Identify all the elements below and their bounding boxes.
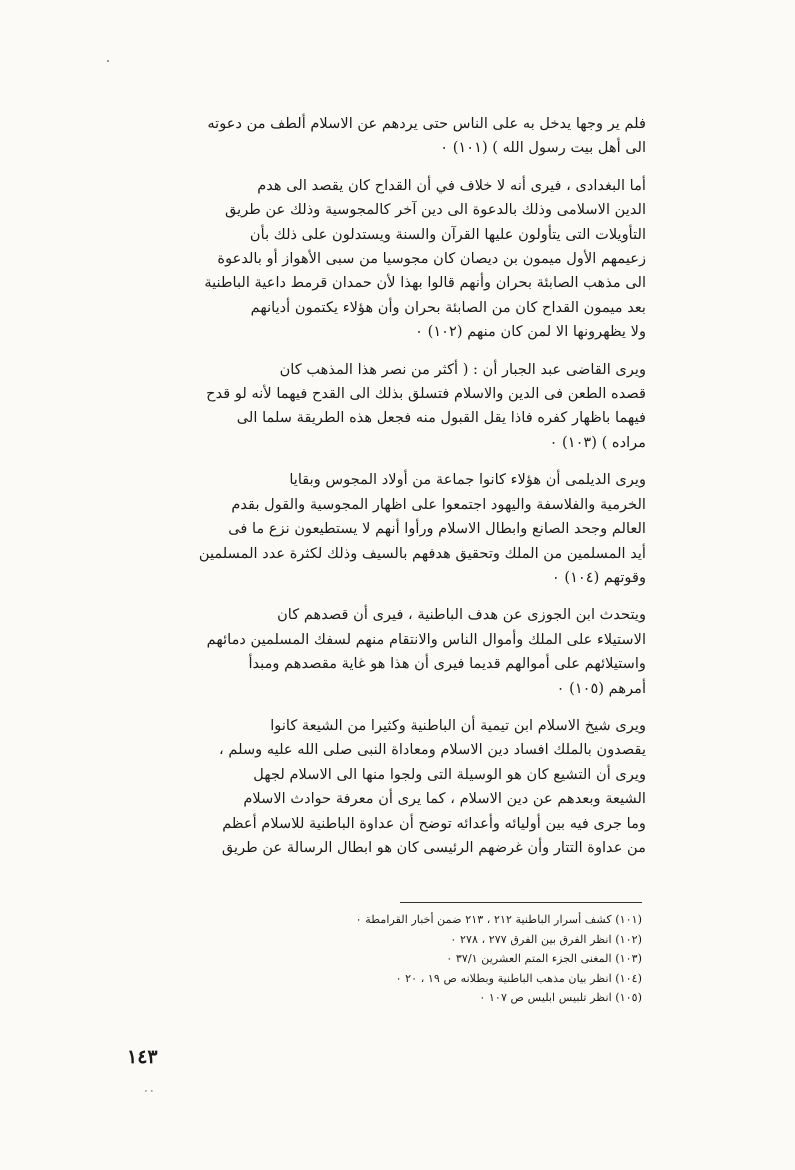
page-number: ١٤٣ <box>127 1046 158 1068</box>
text-line: أيد المسلمين من الملك وتحقيق هدفهم بالسيف وذلك لكثرة عدد المسلمين <box>198 544 646 562</box>
footnote: (١٠٤) انظر بيان مذهب الباطنية وبطلانه ص ١٩ ، ٢٠ ٠ <box>395 971 642 985</box>
paragraph-2 <box>128 174 646 345</box>
text-line: وقوتهم (١٠٤) ٠ <box>551 568 646 586</box>
footnote-separator <box>400 902 642 903</box>
text-line: واستيلائهم على أموالهم قديما فيرى أن هذا هو غاية مقصدهم ومبدأ <box>248 655 646 673</box>
text-line: بعد ميمون القداح كان من الصابئة بحران وأن هؤلاء يكتمون أديانهم <box>250 298 646 316</box>
text-line: قصده الطعن فى الدين والاسلام فتسلق بذلك الى القدح فيهما لأنه لو قدح <box>206 385 646 403</box>
footnote: (١٠٢) انظر الفرق بين الفرق ٢٧٧ ، ٢٧٨ ٠ <box>450 932 642 946</box>
text-line: ويتحدث ابن الجوزى عن هدف الباطنية ، فيرى أن قصدهم كان <box>277 606 646 624</box>
text-line: وما جرى فيه بين أوليائه وأعدائه توضح أن عداوة الباطنية للاسلام أعظم <box>222 814 646 832</box>
text-line: الى أهل بيت رسول الله ) (١٠١) ٠ <box>440 139 646 157</box>
paragraph-1 <box>128 112 646 161</box>
text-line: ويرى أن التشيع كان هو الوسيلة التى ولجوا منها الى الاسلام لجهل <box>253 765 646 783</box>
corner-mark: ٠٠ <box>143 1084 155 1097</box>
text-line: التأويلات التى يتأولون عليها القرآن والسنة ويستدلون على ذلك بأن <box>249 225 646 243</box>
paragraph-3 <box>128 358 646 456</box>
text-line: زعيمهم الأول ميمون بن ديصان كان مجوسيا من سبى الأهواز أو بالدعوة <box>217 250 646 268</box>
text-line: الى مذهب الصابئة بحران وأنهم قالوا بهذا لأن حمدان قرمط داعية الباطنية <box>204 274 646 292</box>
footnotes <box>250 910 642 1008</box>
text-line: ويرى القاضى عبد الجبار أن : ( أكثر من نصر هذا المذهب كان <box>279 360 646 378</box>
paragraph-5 <box>128 603 646 701</box>
text-line: الاستيلاء على الملك وأموال الناس والانتقام منهم لسفك المسلمين دمائهم <box>206 630 646 648</box>
text-line: العالم وجحد الصانع وابطال الاسلام ورأوا أنهم لا يستطيعون نزع ما فى <box>228 520 646 538</box>
paragraph-4 <box>128 468 646 590</box>
text-line: مراده ) (١٠٣) ٠ <box>549 433 646 451</box>
text-line: من عداوة التتار وأن غرضهم الرئيسى كان هو ابطال الرسالة عن طريق <box>221 838 646 856</box>
text-line: ويرى الديلمى أن هؤلاء كانوا جماعة من أولاد المجوس وبقايا <box>289 471 646 489</box>
text-line: الخرمية والفلاسفة واليهود اجتمعوا على اظهار المجوسية والقول بقدم <box>231 495 646 513</box>
scan-speck <box>107 60 109 62</box>
text-line: الدين الاسلامى وذلك بالدعوة الى دين آخر كالمجوسية وذلك عن طريق <box>225 201 646 219</box>
paragraph-6 <box>128 714 646 860</box>
text-line: فلم ير وجها يدخل به على الناس حتى يردهم عن الاسلام ألطف من دعوته <box>207 115 646 132</box>
footnote: (١٠١) كشف أسرار الباطنية ٢١٢ ، ٢١٣ ضمن أخبار القرامطة ٠ <box>355 913 642 926</box>
text-line: أمرهم (١٠٥) ٠ <box>556 679 646 697</box>
footnote: (١٠٥) انظر تلبيس ابليس ص ١٠٧ ٠ <box>479 991 642 1004</box>
page-body <box>128 112 646 873</box>
text-line: أما البغدادى ، فيرى أنه لا خلاف في أن القداح كان يقصد الى هدم <box>257 176 646 194</box>
text-line: الشيعة وبعدهم عن دين الاسلام ، كما يرى أن معرفة حوادث الاسلام <box>243 790 646 808</box>
text-line: فيهما باظهار كفره فاذا يقل القبول منه فجعل هذه الطريقة سلما الى <box>236 409 646 427</box>
text-line: يقصدون بالملك افساد دين الاسلام ومعاداة النبى صلى الله عليه وسلم ، <box>219 741 646 759</box>
text-line: ويرى شيخ الاسلام ابن تيمية أن الباطنية وكثيرا من الشيعة كانوا <box>270 716 646 734</box>
footnote: (١٠٣) المغنى الجزء المتم العشرين ٣٧/١ ٠ <box>446 952 642 965</box>
text-line: ولا يظهرونها الا لمن كان منهم (١٠٢) ٠ <box>415 323 646 341</box>
